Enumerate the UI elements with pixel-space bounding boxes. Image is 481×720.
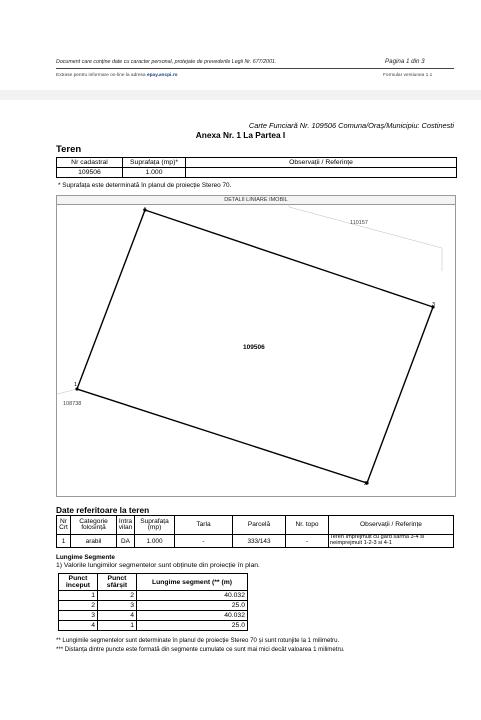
col-intravilan: Intra vilan <box>117 516 135 535</box>
cell-nr-topo: - <box>286 535 329 548</box>
legal-disclaimer: Document care conține date cu caracter personal, protejate de prevederile Legii Nr. 677/2001. <box>56 59 277 65</box>
cell-intravilan: DA <box>117 535 135 548</box>
table-row <box>57 535 454 548</box>
date-referitoare-heading: Date referitoare la teren <box>56 505 150 515</box>
teren-table <box>56 157 457 178</box>
col-observatii: Observații / Referințe <box>329 516 454 535</box>
cell-end: 4 <box>98 611 137 621</box>
teren-heading: Teren <box>56 144 82 155</box>
page-number: Pagina 1 din 3 <box>385 58 425 65</box>
epay-link[interactable]: epay.ancpi.ro <box>146 73 178 78</box>
table-row <box>59 611 248 621</box>
col-tarla: Tarla <box>175 516 233 535</box>
form-version: Formular versiunea 1.1 <box>383 73 433 78</box>
col-punct-sfarsit: Punct sfârșit <box>98 574 137 591</box>
cell-start: 2 <box>59 601 98 611</box>
referinte-table <box>56 515 454 548</box>
segments-subtitle: 1) Valorile lungimilor segmentelor sunt obținute din proiecție în plan. <box>56 562 260 569</box>
cell-end: 1 <box>98 621 137 631</box>
cell-tarla: - <box>175 535 233 548</box>
table-row <box>59 621 248 631</box>
table-header-row <box>57 158 457 168</box>
cell-end: 3 <box>98 601 137 611</box>
cell-nr-crt: 1 <box>57 535 71 548</box>
cell-start: 4 <box>59 621 98 631</box>
cell-end: 2 <box>98 591 137 601</box>
cell-start: 3 <box>59 611 98 621</box>
cf-title: Carte Funciară Nr. 109506 Comuna/Oraș/Municipiu: Costinesti <box>248 121 454 130</box>
col-suprafata: Suprafața (mp) <box>135 516 175 535</box>
cell-length: 25.0 <box>137 621 248 631</box>
cell-categorie: arabil <box>71 535 117 548</box>
segments-table <box>58 573 248 631</box>
segments-title: Lungime Segmente <box>56 554 115 561</box>
cell-suprafata: 1.000 <box>135 535 175 548</box>
cell-suprafata: 1.000 <box>123 168 186 178</box>
anexa-title: Anexa Nr. 1 La Partea I <box>195 130 286 140</box>
col-parcela: Parcelă <box>233 516 286 535</box>
neighbor-boundary-d <box>57 389 77 394</box>
table-header-row <box>59 574 248 591</box>
cell-nr-cadastral: 109506 <box>57 168 123 178</box>
table-row <box>57 168 457 178</box>
cell-observatii <box>186 168 457 178</box>
table-header-row <box>57 516 454 535</box>
parcel-label: 109506 <box>243 344 265 351</box>
footnote-distance: *** Distanța dintre puncte este formată din segmente cumulate ce sunt mai mici decât valoarea 1 milimetru. <box>56 646 345 653</box>
header-divider <box>56 68 454 69</box>
cell-start: 1 <box>59 591 98 601</box>
point-label-4: 4 <box>143 207 147 213</box>
col-observatii: Observații / Referințe <box>186 158 457 168</box>
page-1 <box>0 0 481 90</box>
col-suprafata: Suprafața (mp)* <box>123 158 186 168</box>
col-categorie: Categorie folosință <box>71 516 117 535</box>
table-row <box>59 601 248 611</box>
col-nr-topo: Nr. topo <box>286 516 329 535</box>
extract-note: Extrase pentru informare on-line la adresa epay.ancpi.ro <box>56 73 178 78</box>
cell-parcela: 333/143 <box>233 535 286 548</box>
suprafata-note: * Suprafața este determinată în planul de proiecție Stereo 70. <box>58 182 232 189</box>
point-label-2: 2 <box>364 481 368 487</box>
cell-length: 40.032 <box>137 611 248 621</box>
neighbor-boundary-b <box>289 207 442 248</box>
col-punct-inceput: Punct început <box>59 574 98 591</box>
point-label-3: 3 <box>432 302 436 308</box>
cell-length: 25.0 <box>137 601 248 611</box>
table-row <box>59 591 248 601</box>
col-lungime: Lungime segment (** (m) <box>137 574 248 591</box>
col-nr-cadastral: Nr cadastral <box>57 158 123 168</box>
neighbor-label-left: 108738 <box>63 401 82 407</box>
plan-drawing <box>56 195 456 497</box>
plan-svg <box>57 196 455 496</box>
footnote-segment-length: ** Lungimile segmentelor sunt determinate în planul de proiecție Stereo 70 și sunt rotunjite la 1 milimetru. <box>56 637 340 644</box>
cell-length: 40.032 <box>137 591 248 601</box>
neighbor-label-top: 110157 <box>350 220 368 226</box>
point-label-1: 1 <box>74 382 78 388</box>
cell-observatii: Teren împrejmuit cu gard sarma 3-4 si neimprejmuit 1-2-3 si 4-1 <box>329 535 454 548</box>
plan-header: DETALII LINIARE IMOBIL <box>57 196 455 205</box>
col-nr-crt: Nr Crt <box>57 516 71 535</box>
